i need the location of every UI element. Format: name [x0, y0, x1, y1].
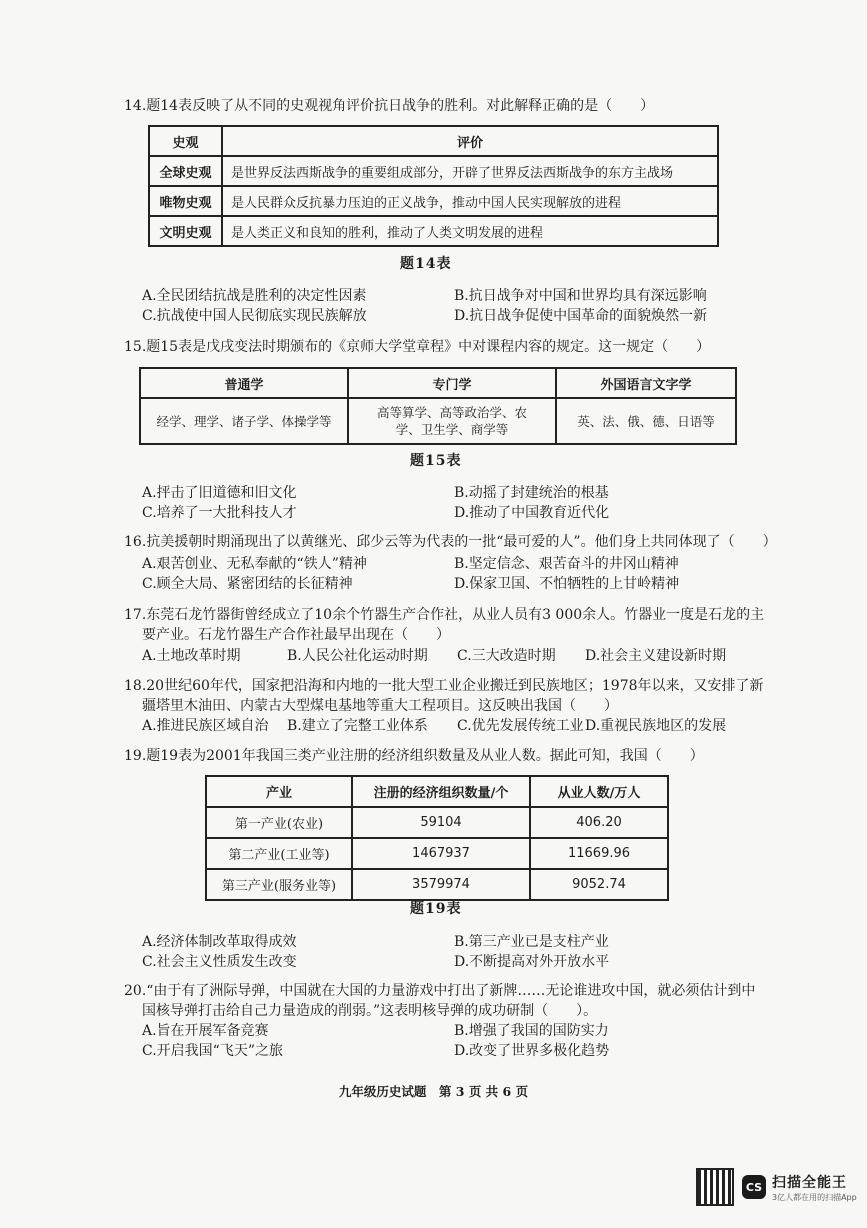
table-row	[140, 398, 736, 444]
q14-cell: 唯物史观	[149, 186, 222, 216]
q17-stem-line2: 要产业。石龙竹器生产合作社最早出现在（ ）	[142, 627, 450, 643]
q14-option-d[interactable]: D.抗日战争促使中国革命的面貌焕然一新	[454, 308, 708, 324]
q19-cell: 11669.96	[530, 838, 668, 869]
q19-cell: 第三产业(服务业等)	[206, 869, 352, 900]
q17-options	[142, 646, 745, 666]
q20-option-b[interactable]: B.增强了我国的国防实力	[454, 1023, 609, 1039]
q19-cell: 3579974	[352, 869, 530, 900]
page-footer: 九年级历史试题 第 3 页 共 6 页	[338, 1084, 529, 1099]
q14-header-eval: 评价	[222, 126, 718, 156]
q14-options	[142, 286, 754, 326]
q15-option-c[interactable]: C.培养了一大批科技人才	[142, 505, 297, 521]
q15-options	[142, 483, 754, 523]
table-row	[149, 156, 718, 186]
q14-cell: 是人类正义和良知的胜利，推动了人类文明发展的进程	[222, 216, 718, 246]
q15-option-a[interactable]: A.抨击了旧道德和旧文化	[142, 485, 297, 501]
table-row	[149, 216, 718, 246]
q18-option-b[interactable]: B.建立了完整工业体系	[287, 718, 428, 734]
q18-option-c[interactable]: C.优先发展传统工业	[457, 718, 584, 734]
q19-option-c[interactable]: C.社会主义性质发生改变	[142, 954, 297, 970]
q19-cell: 9052.74	[530, 869, 668, 900]
scanner-brand	[772, 1172, 857, 1203]
q16-option-c[interactable]: C.顾全大局、紧密团结的长征精神	[142, 576, 353, 592]
q14-header-view: 史观	[149, 126, 222, 156]
q20-option-a[interactable]: A.旨在开展军备竞赛	[142, 1023, 269, 1039]
q15-option-b[interactable]: B.动摇了封建统治的根基	[454, 485, 609, 501]
q19-option-b[interactable]: B.第三产业已是支柱产业	[454, 934, 609, 950]
table-row	[149, 186, 718, 216]
q16-options	[142, 554, 754, 594]
q15-header-special: 专门学	[348, 368, 556, 398]
q15-cell: 经学、理学、诸子学、体操学等	[140, 398, 348, 444]
q14-cell: 全球史观	[149, 156, 222, 186]
q20-option-c[interactable]: C.开启我国“飞天”之旅	[142, 1043, 283, 1059]
q14-option-a[interactable]: A.全民团结抗战是胜利的决定性因素	[142, 288, 367, 304]
q19-table	[205, 775, 669, 901]
q14-caption: 题14表	[400, 256, 452, 272]
q16-option-d[interactable]: D.保家卫国、不怕牺牲的上甘岭精神	[454, 576, 680, 592]
q19-header-industry: 产业	[206, 776, 352, 807]
q19-option-a[interactable]: A.经济体制改革取得成效	[142, 934, 297, 950]
q19-header-employees: 从业人数/万人	[530, 776, 668, 807]
q14-cell: 是世界反法西斯战争的重要组成部分，开辟了世界反法西斯战争的东方主战场	[222, 156, 718, 186]
q18-option-a[interactable]: A.推进民族区域自治	[142, 718, 269, 734]
q15-option-d[interactable]: D.推动了中国教育近代化	[454, 505, 610, 521]
q14-table	[148, 125, 719, 247]
q17-option-d[interactable]: D.社会主义建设新时期	[585, 648, 727, 664]
q20-option-d[interactable]: D.改变了世界多极化趋势	[454, 1043, 610, 1059]
q15-header-general: 普通学	[140, 368, 348, 398]
scanner-brand-tagline: 3亿人都在用的扫描App	[772, 1192, 857, 1202]
q19-cell: 第一产业(农业)	[206, 807, 352, 838]
q16-option-b[interactable]: B.坚定信念、艰苦奋斗的井冈山精神	[454, 556, 679, 572]
q15-caption: 题15表	[410, 453, 462, 469]
q14-stem: 14.题14表反映了从不同的史观视角评价抗日战争的胜利。对此解释正确的是（ ）	[124, 98, 655, 114]
q19-cell: 59104	[352, 807, 530, 838]
q18-options	[142, 716, 745, 736]
q15-cell: 高等算学、高等政治学、农学、卫生学、商学等	[348, 398, 556, 444]
q18-option-d[interactable]: D.重视民族地区的发展	[585, 718, 727, 734]
q14-option-c[interactable]: C.抗战使中国人民彻底实现民族解放	[142, 308, 367, 324]
q19-caption: 题19表	[410, 901, 462, 917]
scanner-logo-icon: CS	[742, 1175, 766, 1199]
q15-table	[139, 367, 737, 445]
scanner-brand-name: 扫描全能王	[772, 1174, 847, 1191]
q17-option-a[interactable]: A.土地改革时期	[142, 648, 241, 664]
q17-option-c[interactable]: C.三大改造时期	[457, 648, 556, 664]
q19-option-d[interactable]: D.不断提高对外开放水平	[454, 954, 610, 970]
q19-header-orgs: 注册的经济组织数量/个	[352, 776, 530, 807]
q18-stem-line2: 疆塔里木油田、内蒙古大型煤电基地等重大工程项目。这反映出我国（ ）	[142, 698, 618, 714]
q19-cell: 406.20	[530, 807, 668, 838]
q18-stem-line1: 18.20世纪60年代，国家把沿海和内地的一批大型工业企业搬迁到民族地区；1978年以来，又安排了新	[124, 678, 764, 694]
table-row	[206, 838, 668, 869]
q14-cell: 是人民群众反抗暴力压迫的正义战争，推动中国人民实现解放的进程	[222, 186, 718, 216]
q16-stem: 16.抗美援朝时期涌现出了以黄继光、邱少云等为代表的一批“最可爱的人”。他们身上共同体现了（ ）	[124, 534, 777, 550]
qr-code-icon	[696, 1168, 734, 1206]
q20-options	[142, 1021, 754, 1061]
q15-cell: 英、法、俄、德、日语等	[556, 398, 736, 444]
q17-option-b[interactable]: B.人民公社化运动时期	[287, 648, 428, 664]
q17-stem-line1: 17.东莞石龙竹器街曾经成立了10余个竹器生产合作社，从业人员有3 000余人。竹器业一度是石龙的主	[124, 607, 765, 623]
q19-stem: 19.题19表为2001年我国三类产业注册的经济组织数量及从业人数。据此可知，我国（ ）	[124, 748, 704, 764]
q19-cell: 1467937	[352, 838, 530, 869]
scanner-watermark	[696, 1168, 857, 1206]
table-row	[206, 869, 668, 900]
q14-cell: 文明史观	[149, 216, 222, 246]
q20-stem-line1: 20.“由于有了洲际导弹，中国就在大国的力量游戏中打出了新牌……无论谁进攻中国，就必须估计到中	[124, 983, 756, 999]
q20-stem-line2: 国核导弹打击给自己力量造成的削弱。”这表明核导弹的成功研制（ ）。	[142, 1003, 598, 1019]
q15-stem: 15.题15表是戊戌变法时期颁布的《京师大学堂章程》中对课程内容的规定。这一规定（ ）	[124, 339, 711, 355]
q19-cell: 第二产业(工业等)	[206, 838, 352, 869]
q16-option-a[interactable]: A.艰苦创业、无私奉献的“铁人”精神	[142, 556, 367, 572]
table-row	[206, 807, 668, 838]
q19-options	[142, 932, 754, 972]
q14-option-b[interactable]: B.抗日战争对中国和世界均具有深远影响	[454, 288, 707, 304]
q15-header-language: 外国语言文字学	[556, 368, 736, 398]
